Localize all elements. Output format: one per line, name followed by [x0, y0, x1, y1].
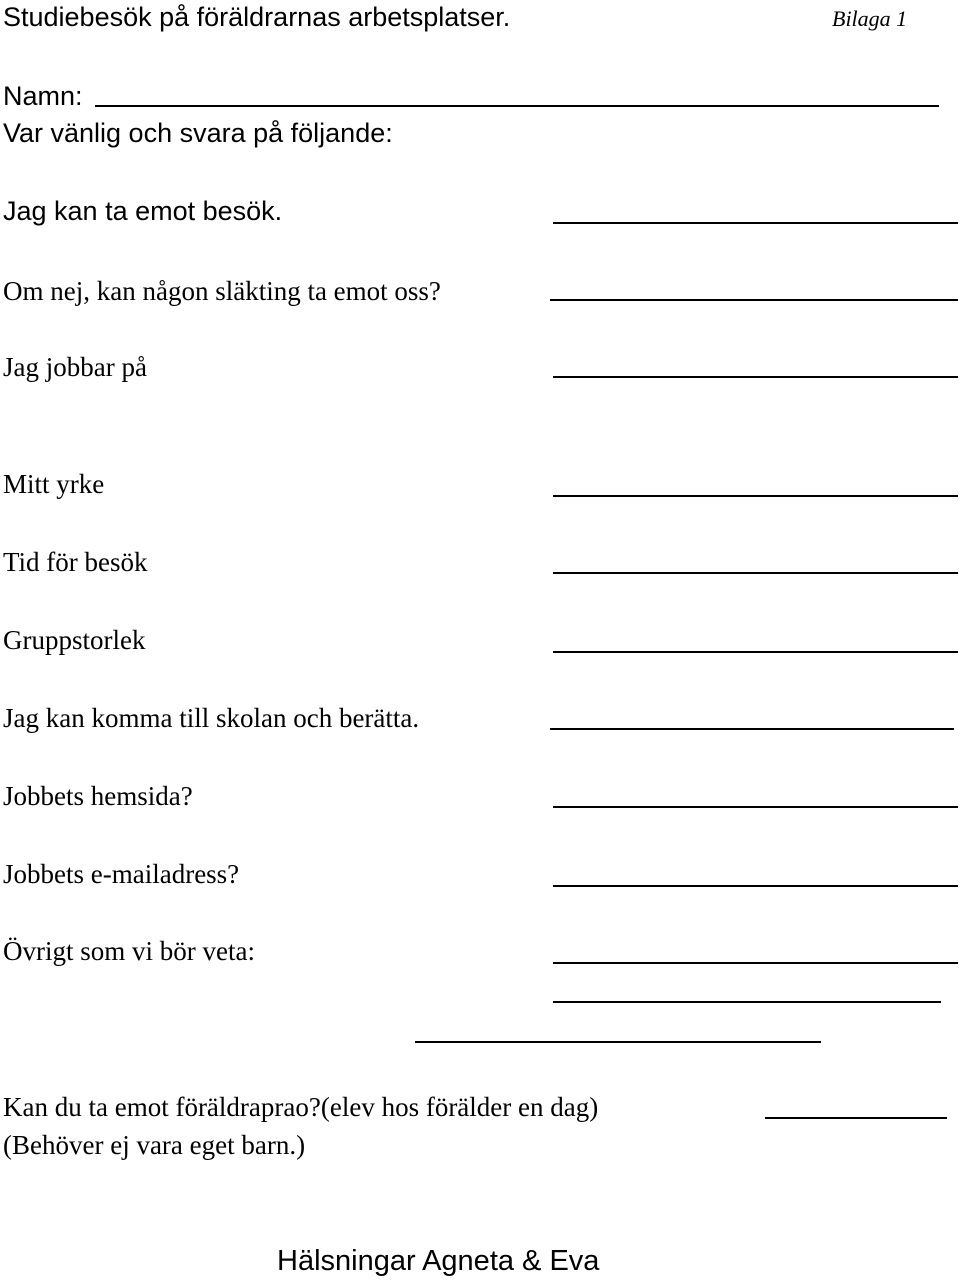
instruction-text: Var vänlig och svara på följande: — [3, 118, 393, 148]
prao-question: Kan du ta emot föräldraprao?(elev hos förälder en dag) — [3, 1092, 599, 1122]
field-label-group-size: Gruppstorlek — [3, 625, 146, 655]
greeting: Hälsningar Agneta & Eva — [277, 1245, 600, 1277]
field-label-website: Jobbets hemsida? — [3, 781, 193, 811]
field-answer-workplace[interactable] — [553, 376, 958, 378]
field-label-profession: Mitt yrke — [3, 469, 105, 499]
field-label-visit-time: Tid för besök — [3, 547, 148, 577]
field-answer-email[interactable] — [553, 885, 958, 887]
attachment-label: Bilaga 1 — [832, 6, 908, 31]
field-label-workplace: Jag jobbar på — [3, 352, 147, 382]
prao-note: (Behöver ej vara eget barn.) — [3, 1130, 306, 1160]
field-label-visit-school: Jag kan komma till skolan och berätta. — [3, 703, 420, 733]
field-answer-website[interactable] — [553, 806, 958, 808]
prao-answer[interactable] — [765, 1117, 947, 1119]
page-title: Studiebesök på föräldrarnas arbetsplatser. — [3, 2, 511, 32]
field-label-relative: Om nej, kan någon släkting ta emot oss? — [3, 276, 441, 306]
field-answer-visit-time[interactable] — [553, 572, 958, 574]
field-answer-group-size[interactable] — [553, 651, 958, 653]
field-answer-other-line-1[interactable] — [553, 962, 958, 964]
name-field[interactable] — [95, 105, 939, 107]
field-answer-relative[interactable] — [550, 299, 958, 301]
field-label-can-receive: Jag kan ta emot besök. — [3, 196, 283, 226]
field-answer-profession[interactable] — [553, 495, 958, 497]
field-answer-visit-school[interactable] — [550, 728, 954, 730]
name-label: Namn: — [3, 81, 83, 111]
field-label-other: Övrigt som vi bör veta: — [3, 936, 255, 966]
field-label-email: Jobbets e-mailadress? — [3, 859, 240, 889]
field-answer-can-receive[interactable] — [553, 222, 958, 224]
field-answer-other-line-2[interactable] — [553, 1001, 941, 1003]
field-answer-other-line-3[interactable] — [415, 1041, 821, 1043]
